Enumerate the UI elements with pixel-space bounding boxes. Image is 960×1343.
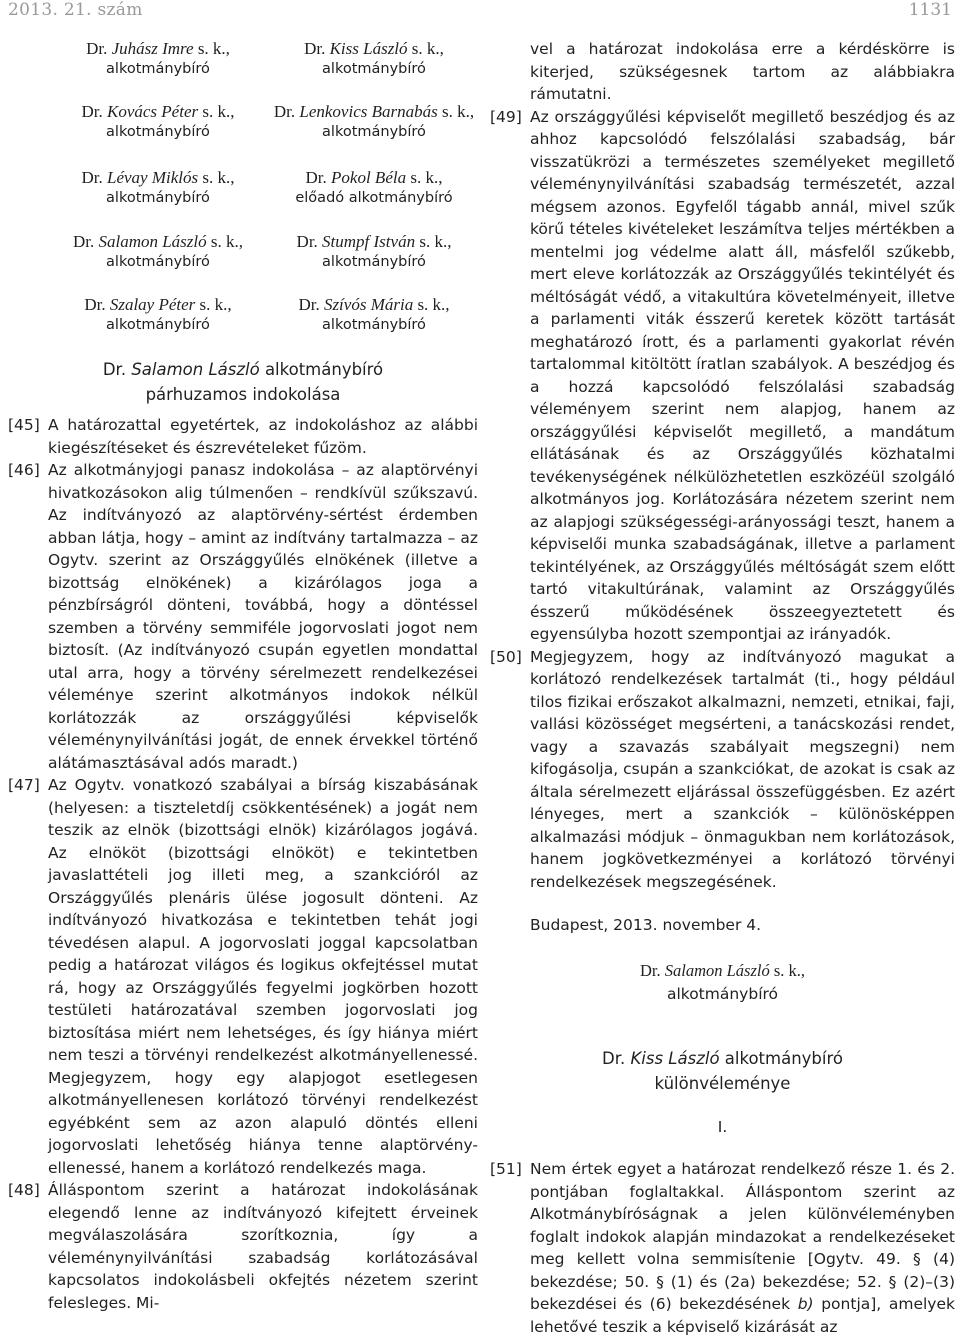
paragraph-48-continued: vel a határozat indokolása erre a kérdéskörre is kiterjed, szükségesnek tartom az alábbiakra rámutatni. <box>530 40 955 103</box>
signature-salamon: Dr. Salamon László s. k., alkotmánybíró <box>72 232 244 270</box>
paragraph-48: [48] Álláspontom szerint a határozat indokolásának elegendő lenne az indítványozó kifejtett érveinek megválaszolására szorítkoznia, így a véleménynyilvánítási szabadság korlátozásával kapcsolatos indokolásbeli okfejtés nézetem szerint felesleges. Mi- <box>8 1181 478 1312</box>
signature-levay: Dr. Lévay Miklós s. k., alkotmánybíró <box>81 168 235 206</box>
signature-kiss: Dr. Kiss László s. k., alkotmánybíró <box>304 39 444 77</box>
signature-stumpf: Dr. Stumpf István s. k., alkotmánybíró <box>296 232 452 270</box>
paragraph-49: [49] Az országgyűlési képviselőt megillető beszédjog és az ahhoz kapcsolódó felszólalási szabadság, bár visszatükrözi a természetes személyeket megillető véleménynyilvánítási szabadság természetét, azzal mégsem azonos. Egyfelől tágabb annál, mivel szűk körű tételes kivételeket leszámítva teljes mértékben a mentelmi jog védelme alatt áll, másfelől szűkebb, mert eleve korlátozzák az Országgyűlés tekintélyét és méltóságát védő, a vitakultúra követelményeit, illetve a parlamenti viták ésszerű keretek között tartását meghatározó írott, és a parlamenti gyakorlat révén tartalommal kitöltött íratlan szabályok. A beszédjog és a hozzá kapcsolódó felszólalási szabadság véleményem szerint nem alapjog, hanem az országgyűlési képviselőt megillető, a mandátum ellátásának és az Országgyűlés közhatalmi tevékenységének nélkülözhetetlen eszközéül szolgáló alkotmányos jog. Korlátozására nézetem szerint nem az alapjogi szükségességi-arányossági teszt, hanem a képviselői munka szabadságának, illetve a parlament tekintélyének, az Országgyűlés méltóságát szem előtt tartó vitakultúrának, valamint az Országgyűlés ésszerű működésének összeegyeztetett és egyensúlyba hozott szempontjai az irányadók. <box>490 107 955 643</box>
paragraph-46: [46] Az alkotmányjogi panasz indokolása – az alaptörvényi hivatkozásokon alig túlmenően – rendkívül szűkszavú. Az indítványozó az alaptörvény-sértést érdemben abban látja, hogy – amint az indítvány tartalmazza – az Ogytv. szerint az Országgyűlés elnökének (illetve a bizottság elnökének) a kizárólagos joga a pénzbírságról dönteni, továbbá, hogy a döntéssel szemben a törvény semmiféle jogorvoslati jogot nem biztosít. (Az indítványozó csupán egyetlen mondattal utal arra, hogy a törvény sérelmezett rendelkezései véleménye szerint alkotmányos indokok nélkül korlátozzák az országgyűlési képviselők véleménynyilvánítási jogát, de ennek érvekkel történő alátámasztásával adós maradt.) <box>8 461 478 772</box>
left-column-text <box>8 414 478 1314</box>
signature-juhasz: Dr. Juhász Imre s. k., alkotmánybíró <box>86 39 230 77</box>
paragraph-47: [47] Az Ogytv. vonatkozó szabályai a bírság kiszabásának (helyesen: a tiszteletdíj csökkentésének) a jogát nem teszik az elnök (bizottsági elnök) kizárólagos jogává. Az elnököt (bizottsági elnököt) e tekintetben javaslattételi jog illeti meg, a szankcióról az Országgyűlés plenáris ülése jogosult dönteni. Az indítványozó hivatkozása e tekintetben tehát jogi tévedésen alapul. A jogorvoslati joggal kapcsolatban pedig a határozat világos és logikus okfejtéssel mutat rá, hogy az Országgyűlés fegyelmi jogkörben hozott testületi határozatával szemben jogorvoslati jog biztosítása miért nem lehetséges, és így hiánya miért nem teszi a törvényi rendelkezést alkotmányellenessé. Megjegyzem, hogy egy alapjogot esetlegesen alkotmányellenesen korlátozó törvényi rendelkezést egyébként sem az azon alapuló döntés elleni jogorvoslati lehetőség hiánya tenne alaptörvény-ellenessé, hanem a korlátozó rendelkezés maga. <box>8 776 478 1177</box>
signature-lenkovics: Dr. Lenkovics Barnabás s. k., alkotmánybíró <box>273 102 475 140</box>
signature-kovacs: Dr. Kovács Péter s. k., alkotmánybíró <box>81 102 235 140</box>
parallel-reasoning-heading: Dr. Salamon László alkotmánybíró párhuzamos indokolása <box>102 360 384 404</box>
signature-szalay: Dr. Szalay Péter s. k., alkotmánybíró <box>84 295 232 333</box>
signature-szivos: Dr. Szívós Mária s. k., alkotmánybíró <box>298 295 450 333</box>
page-header-issue: 2013. 21. szám <box>8 0 143 20</box>
salamon-signature: Dr. Salamon László s. k., alkotmánybíró <box>639 961 806 1003</box>
roman-numeral-one: I. <box>717 1118 728 1136</box>
right-column-text <box>490 38 955 893</box>
paragraph-45: [45] A határozattal egyetértek, az indokoláshoz az alábbi kiegészítéseket és észrevételeket fűzöm. <box>8 416 478 457</box>
place-and-date: Budapest, 2013. november 4. <box>530 916 762 934</box>
page-number: 1131 <box>908 0 952 20</box>
paragraph-50: [50] Megjegyzem, hogy az indítványozó magukat a korlátozó rendelkezések tartalmát (ti., hogy például tilos fizikai erőszakot alkalmazni, nemzeti, etnikai, faji, vallási közösséget megsérteni, a tanácskozási rendet, vagy a szavazás szabályait megszegni) nem kifogásolja, csupán a szankciókat, de azokat is csak az általa sérelmezett eljárással összefüggésben. Ez azért lényeges, mert a szankciók – különösképpen alkalmazási módjuk – önmagukban nem korlátozások, hanem jogkövetkezményei a korlátozó törvényi rendelkezések megszegésének. <box>490 647 955 891</box>
signature-pokol: Dr. Pokol Béla s. k., előadó alkotmánybíró <box>295 168 453 206</box>
dissent-heading: Dr. Kiss László alkotmánybíró különvéleménye <box>601 1049 843 1093</box>
paragraph-51: [51] Nem értek egyet a határozat rendelkező része 1. és 2. pontjában foglaltakkal. Álláspontom szerint az Alkotmánybíróságnak a jelen különvéleményben foglalt indokok alapján mindazokat a rendelkezéseket meg kellett volna semmisítenie [Ogytv. 49. § (4) bekezdése; 50. § (1) és (2a) bekezdése; 52. § (2)–(3) bekezdései és (6) bekezdésének b) pontja], amelyek lehetővé teszik a képviselő kizárását az <box>490 1160 955 1336</box>
